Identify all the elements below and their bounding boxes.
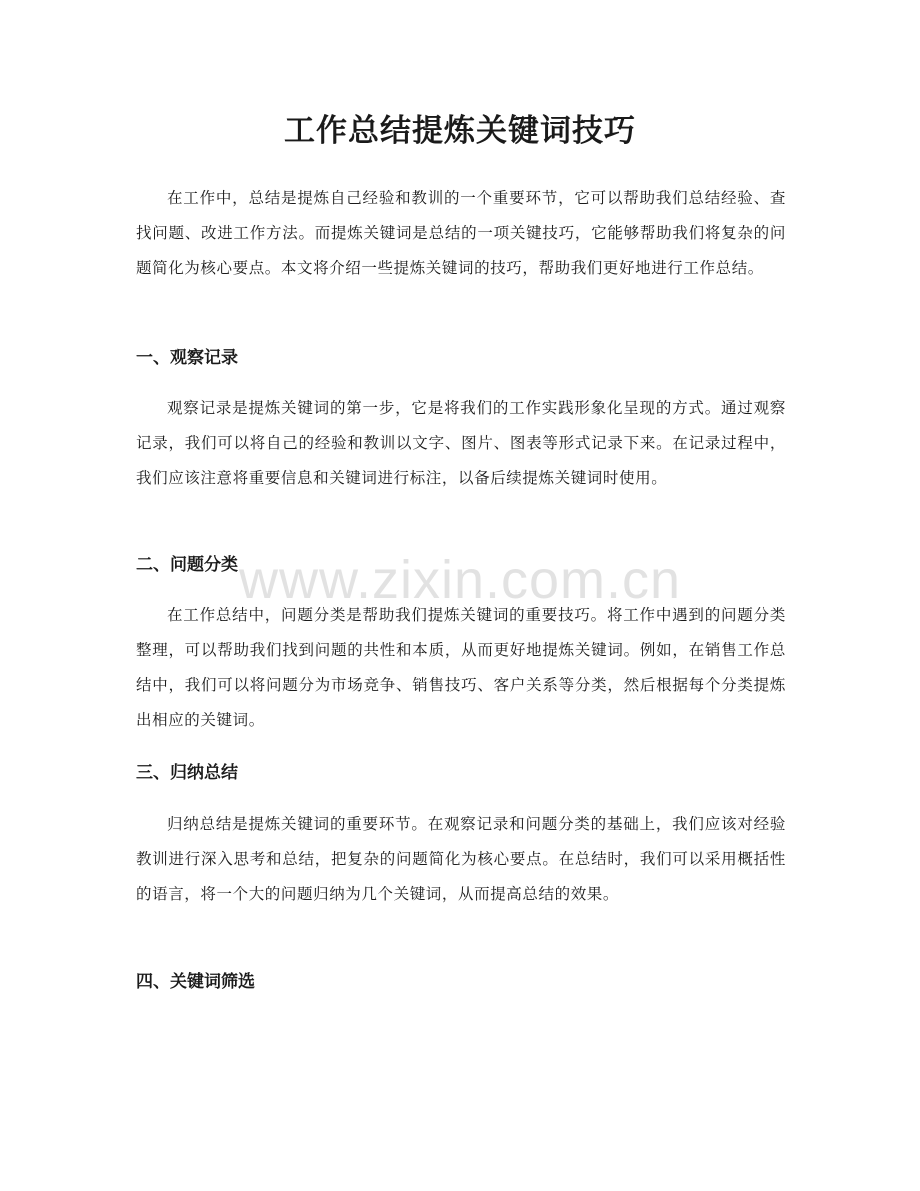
section-heading-filter: 四、关键词筛选 [136,972,255,992]
section-body-classify: 在工作总结中，问题分类是帮助我们提炼关键词的重要技巧。将工作中遇到的问题分类整理，可以帮助我们找到问题的共性和本质，从而更好地提炼关键词。例如，在销售工作总结中，我们可以将问题分为市场竞争、销售技巧、客户关系等分类，然后根据每个分类提炼出相应的关键词。 [136,606,786,729]
section-body-summarize: 归纳总结是提炼关键词的重要环节。在观察记录和问题分类的基础上，我们应该对经验教训进行深入思考和总结，把复杂的问题简化为核心要点。在总结时，我们可以采用概括性的语言，将一个大的问题归纳为几个关键词，从而提高总结的效果。 [136,815,786,903]
intro-paragraph: 在工作中，总结是提炼自己经验和教训的一个重要环节，它可以帮助我们总结经验、查找问题、改进工作方法。而提炼关键词是总结的一项关键技巧，它能够帮助我们将复杂的问题简化为核心要点。本文将介绍一些提炼关键词的技巧，帮助我们更好地进行工作总结。 [136,189,786,277]
section-heading-observe: 一、观察记录 [136,348,238,368]
page-title: 工作总结提炼关键词技巧 [284,113,636,149]
watermark: www.zixin.com.cn [238,550,682,610]
section-heading-summarize: 三、归纳总结 [136,763,238,783]
section-body-observe: 观察记录是提炼关键词的第一步，它是将我们的工作实践形象化呈现的方式。通过观察记录，我们可以将自己的经验和教训以文字、图片、图表等形式记录下来。在记录过程中，我们应该注意将重要信息和关键词进行标注，以备后续提炼关键词时使用。 [136,399,786,487]
section-heading-classify: 二、问题分类 [136,555,238,575]
